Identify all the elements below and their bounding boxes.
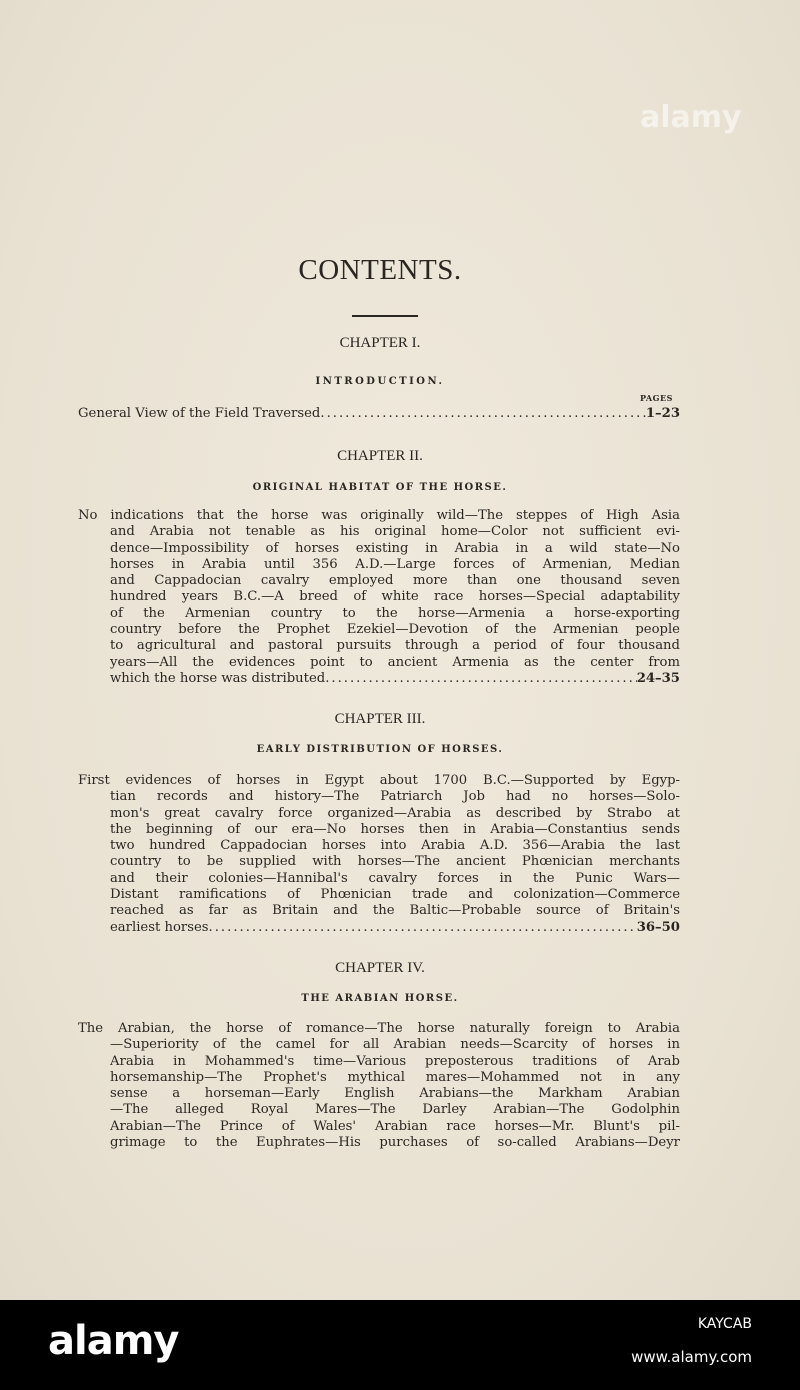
chapter-3-subtitle: EARLY DISTRIBUTION OF HORSES. xyxy=(256,744,504,755)
chapter-1-heading: CHAPTER I. xyxy=(339,335,421,351)
alamy-logo: alamy xyxy=(48,1318,179,1364)
entry-text: which the horse was distributed xyxy=(110,670,326,686)
entry-text: General View of the Field Traversed xyxy=(78,406,321,421)
page-range: 36–50 xyxy=(636,919,680,935)
page-range: 1–23 xyxy=(645,406,680,421)
image-id: KAYCAB xyxy=(697,1316,752,1332)
chapter-2-heading: CHAPTER II. xyxy=(337,448,423,464)
summary-line: two hundred Cappadocian horses into Arabia A.D. 356—Arabia the last xyxy=(110,838,680,854)
watermark-url: www.alamy.com xyxy=(631,1348,752,1366)
summary-line: mon's great cavalry force organized—Arabia as described by Strabo at xyxy=(110,805,680,821)
dot-leader xyxy=(325,671,636,687)
summary-line: Arabian—The Prince of Wales' Arabian race horses—Mr. Blunt's pil- xyxy=(110,1118,680,1134)
summary-line: hundred years B.C.—A breed of white race horses—Special adaptability xyxy=(110,589,680,605)
summary-line: horsemanship—The Prophet's mythical mares—Mohammed not in any xyxy=(110,1069,680,1085)
summary-line: country before the Prophet Ezekiel—Devotion of the Armenian people xyxy=(110,622,680,638)
summary-line: reached as far as Britain and the Baltic—Probable source of Britain's xyxy=(110,903,680,919)
dot-leader xyxy=(209,920,637,936)
summary-last-line xyxy=(110,920,680,936)
summary-line: and Arabia not tenable as his original home—Color not sufficient evi- xyxy=(110,524,680,540)
summary-line: the beginning of our era—No horses then in Arabia—Constantius sends xyxy=(110,821,680,837)
summary-line: of the Armenian country to the horse—Armenia a horse-exporting xyxy=(110,605,680,621)
summary-line: tian records and history—The Patriarch Job had no horses—Solo- xyxy=(110,789,680,805)
page-range: 24–35 xyxy=(636,670,680,686)
pages-column-label: PAGES xyxy=(640,393,673,403)
chapter-4-subtitle: THE ARABIAN HORSE. xyxy=(301,993,459,1004)
chapter-4-summary xyxy=(78,1021,680,1151)
summary-line: country to be supplied with horses—The ancient Phœnician merchants xyxy=(110,854,680,870)
dot-leader xyxy=(320,406,646,422)
summary-line: grimage to the Euphrates—His purchases of so-called Arabians—Deyr xyxy=(110,1135,680,1151)
summary-line: Distant ramifications of Phœnician trade and colonization—Commerce xyxy=(110,887,680,903)
summary-line: dence—Impossibility of horses existing in Arabia in a wild state—No xyxy=(110,540,680,556)
summary-line: The Arabian, the horse of romance—The horse naturally foreign to Arabia xyxy=(78,1021,680,1036)
chapter-3-summary xyxy=(78,773,680,936)
chapter-1-entry xyxy=(78,406,680,422)
chapter-2-subtitle: ORIGINAL HABITAT OF THE HORSE. xyxy=(252,482,508,493)
summary-line: Arabia in Mohammed's time—Various preposterous traditions of Arab xyxy=(110,1053,680,1069)
title-rule xyxy=(352,315,418,317)
summary-line: to agricultural and pastoral pursuits through a period of four thousand xyxy=(110,638,680,654)
page-title: CONTENTS. xyxy=(298,254,462,286)
chapter-1-subtitle: INTRODUCTION. xyxy=(315,376,445,387)
entry-text: earliest horses xyxy=(110,919,209,935)
summary-line: sense a horseman—Early English Arabians—the Markham Arabian xyxy=(110,1086,680,1102)
summary-line: and their colonies—Hannibal's cavalry forces in the Punic Wars— xyxy=(110,870,680,886)
summary-line: —The alleged Royal Mares—The Darley Arabian—The Godolphin xyxy=(110,1102,680,1118)
summary-line: and Cappadocian cavalry employed more than one thousand seven xyxy=(110,573,680,589)
chapter-3-heading: CHAPTER III. xyxy=(334,711,426,727)
summary-line: First evidences of horses in Egypt about 1700 B.C.—Supported by Egyp- xyxy=(78,773,680,788)
summary-line: years—All the evidences point to ancient Armenia as the center from xyxy=(110,654,680,670)
summary-line: —Superiority of the camel for all Arabian needs—Scarcity of horses in xyxy=(110,1037,680,1053)
chapter-4-heading: CHAPTER IV. xyxy=(335,960,425,976)
summary-line: No indications that the horse was originally wild—The steppes of High Asia xyxy=(78,508,680,523)
chapter-2-summary xyxy=(78,508,680,687)
summary-last-line xyxy=(110,671,680,687)
watermark-top: alamy xyxy=(640,100,742,135)
summary-line: horses in Arabia until 356 A.D.—Large forces of Armenian, Median xyxy=(110,556,680,572)
